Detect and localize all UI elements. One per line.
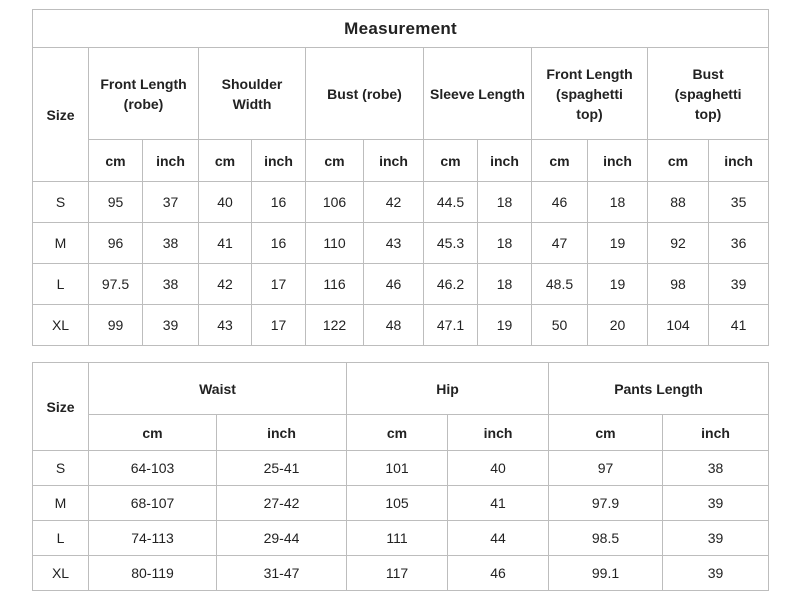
table-row — [33, 521, 769, 556]
value-cell: 117 — [347, 556, 448, 591]
unit-header: cm — [306, 140, 364, 182]
unit-header: inch — [448, 415, 549, 451]
value-cell: 105 — [347, 486, 448, 521]
value-cell: 25-41 — [217, 451, 347, 486]
value-cell: 19 — [588, 264, 648, 305]
value-cell: 44 — [448, 521, 549, 556]
column-header — [89, 48, 199, 140]
value-cell: 18 — [478, 264, 532, 305]
column-header-line: (robe) — [123, 95, 164, 112]
value-cell: 101 — [347, 451, 448, 486]
value-cell: 68-107 — [89, 486, 217, 521]
size-cell: XL — [33, 305, 89, 346]
value-cell: 39 — [143, 305, 199, 346]
column-header-line: Bust — [692, 65, 724, 82]
unit-header: cm — [89, 415, 217, 451]
value-cell: 16 — [252, 182, 306, 223]
column-header — [306, 48, 424, 140]
value-cell: 18 — [478, 223, 532, 264]
unit-header: cm — [532, 140, 588, 182]
value-cell: 38 — [143, 264, 199, 305]
value-cell: 97 — [549, 451, 663, 486]
lower-measurement-table — [32, 362, 769, 591]
unit-header: inch — [364, 140, 424, 182]
unit-header: inch — [217, 415, 347, 451]
value-cell: 17 — [252, 305, 306, 346]
unit-header: cm — [347, 415, 448, 451]
column-header — [347, 363, 549, 415]
table-row — [33, 305, 769, 346]
value-cell: 104 — [648, 305, 709, 346]
value-cell: 111 — [347, 521, 448, 556]
value-cell: 36 — [709, 223, 769, 264]
size-cell: M — [33, 486, 89, 521]
column-header-line: Width — [232, 95, 272, 112]
value-cell: 74-113 — [89, 521, 217, 556]
column-header — [424, 48, 532, 140]
value-cell: 39 — [663, 486, 769, 521]
value-cell: 106 — [306, 182, 364, 223]
unit-header: inch — [478, 140, 532, 182]
value-cell: 29-44 — [217, 521, 347, 556]
column-header-line: Waist — [199, 380, 236, 397]
table-row — [33, 264, 769, 305]
column-header-line: Shoulder — [221, 75, 283, 92]
value-cell: 41 — [448, 486, 549, 521]
column-header-line: Sleeve Length — [430, 85, 525, 102]
size-cell: XL — [33, 556, 89, 591]
size-cell: L — [33, 264, 89, 305]
size-cell: M — [33, 223, 89, 264]
value-cell: 48.5 — [532, 264, 588, 305]
value-cell: 39 — [663, 556, 769, 591]
value-cell: 16 — [252, 223, 306, 264]
unit-header: inch — [252, 140, 306, 182]
value-cell: 42 — [199, 264, 252, 305]
value-cell: 46 — [364, 264, 424, 305]
value-cell: 116 — [306, 264, 364, 305]
value-cell: 99 — [89, 305, 143, 346]
size-cell: S — [33, 451, 89, 486]
value-cell: 20 — [588, 305, 648, 346]
value-cell: 46 — [532, 182, 588, 223]
value-cell: 31-47 — [217, 556, 347, 591]
value-cell: 96 — [89, 223, 143, 264]
size-header: Size — [33, 363, 89, 451]
value-cell: 46 — [448, 556, 549, 591]
value-cell: 99.1 — [549, 556, 663, 591]
value-cell: 18 — [588, 182, 648, 223]
column-header-line: (spaghetti — [556, 85, 623, 102]
value-cell: 80-119 — [89, 556, 217, 591]
unit-header: inch — [663, 415, 769, 451]
value-cell: 19 — [478, 305, 532, 346]
value-cell: 92 — [648, 223, 709, 264]
table-row — [33, 451, 769, 486]
column-header-line: Front Length — [546, 65, 633, 82]
value-cell: 38 — [143, 223, 199, 264]
size-cell: S — [33, 182, 89, 223]
column-header — [549, 363, 769, 415]
value-cell: 95 — [89, 182, 143, 223]
unit-header: cm — [89, 140, 143, 182]
value-cell: 35 — [709, 182, 769, 223]
value-cell: 50 — [532, 305, 588, 346]
unit-header: cm — [549, 415, 663, 451]
column-header-line: Front Length — [100, 75, 187, 92]
table-row — [33, 223, 769, 264]
column-header-line: top) — [694, 105, 722, 122]
value-cell: 43 — [199, 305, 252, 346]
value-cell: 40 — [199, 182, 252, 223]
value-cell: 37 — [143, 182, 199, 223]
unit-header: inch — [143, 140, 199, 182]
value-cell: 88 — [648, 182, 709, 223]
size-header: Size — [33, 48, 89, 182]
column-header — [648, 48, 769, 140]
size-cell: L — [33, 521, 89, 556]
value-cell: 41 — [709, 305, 769, 346]
value-cell: 17 — [252, 264, 306, 305]
value-cell: 48 — [364, 305, 424, 346]
column-header — [532, 48, 648, 140]
unit-header: cm — [424, 140, 478, 182]
value-cell: 98.5 — [549, 521, 663, 556]
unit-header: inch — [588, 140, 648, 182]
value-cell: 47.1 — [424, 305, 478, 346]
value-cell: 44.5 — [424, 182, 478, 223]
column-header-line: Pants Length — [614, 380, 703, 397]
unit-header: inch — [709, 140, 769, 182]
measurement-table — [32, 9, 769, 346]
value-cell: 110 — [306, 223, 364, 264]
column-header — [89, 363, 347, 415]
table-row — [33, 182, 769, 223]
value-cell: 45.3 — [424, 223, 478, 264]
value-cell: 38 — [663, 451, 769, 486]
unit-header: cm — [648, 140, 709, 182]
column-header-line: Hip — [436, 380, 459, 397]
column-header-line: Bust (robe) — [327, 85, 402, 102]
value-cell: 39 — [709, 264, 769, 305]
value-cell: 64-103 — [89, 451, 217, 486]
value-cell: 18 — [478, 182, 532, 223]
unit-header: cm — [199, 140, 252, 182]
value-cell: 46.2 — [424, 264, 478, 305]
value-cell: 39 — [663, 521, 769, 556]
value-cell: 42 — [364, 182, 424, 223]
value-cell: 40 — [448, 451, 549, 486]
table-row — [33, 556, 769, 591]
value-cell: 98 — [648, 264, 709, 305]
value-cell: 47 — [532, 223, 588, 264]
column-header-line: (spaghetti — [674, 85, 742, 102]
value-cell: 43 — [364, 223, 424, 264]
value-cell: 97.9 — [549, 486, 663, 521]
column-header-line: top) — [576, 105, 603, 122]
value-cell: 97.5 — [89, 264, 143, 305]
value-cell: 122 — [306, 305, 364, 346]
column-header — [199, 48, 306, 140]
value-cell: 41 — [199, 223, 252, 264]
table-row — [33, 486, 769, 521]
table-title: Measurement — [33, 10, 769, 48]
value-cell: 19 — [588, 223, 648, 264]
value-cell: 27-42 — [217, 486, 347, 521]
